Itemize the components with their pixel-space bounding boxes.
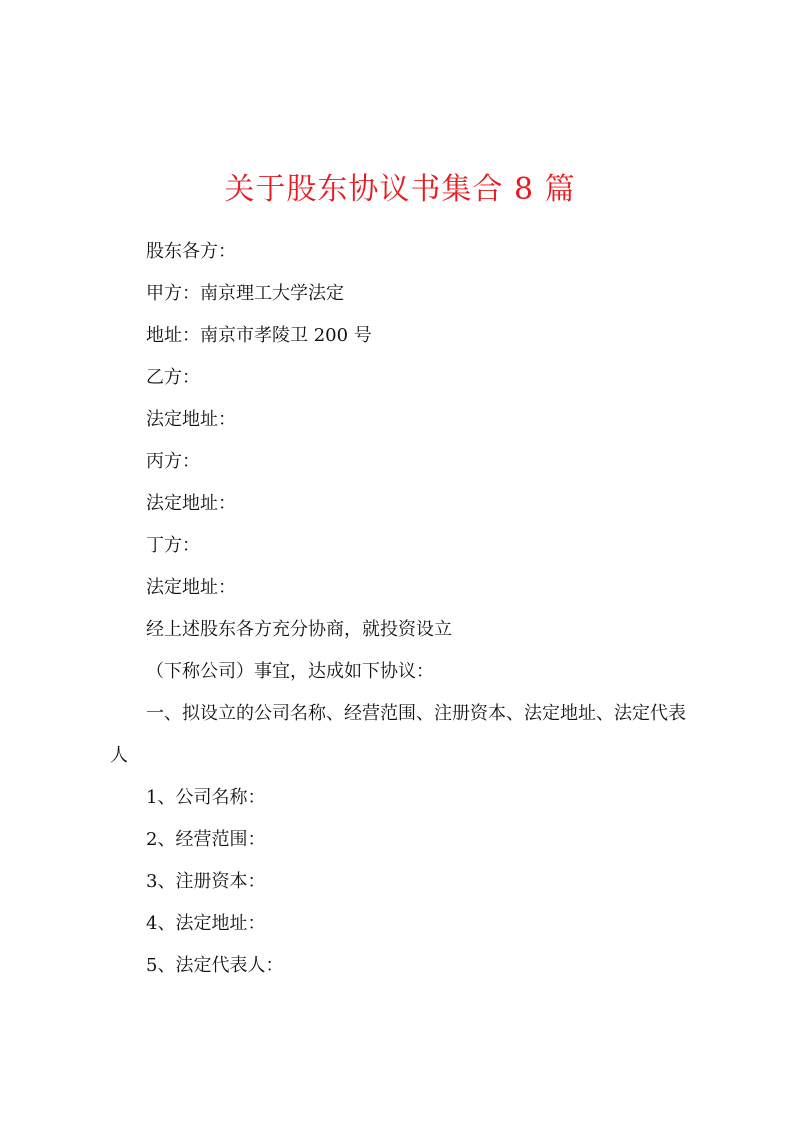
party-a-address-line: 地址：南京市孝陵卫 200 号 [146,325,372,346]
item-registered-capital: 3、注册资本： [146,871,266,892]
document-title: 关于股东协议书集合 8 篇 [224,172,576,207]
party-b-address-line: 法定地址： [146,409,236,430]
section-one-paragraph [110,702,720,768]
party-d-address-line: 法定地址： [146,577,236,598]
party-b-line: 乙方： [146,367,200,388]
section-one-line-1: 一、拟设立的公司名称、经营范围、注册资本、法定地址、法定代表 [146,703,686,724]
section-one-line-2: 人 [110,745,128,766]
item-company-name: 1、公司名称： [146,787,266,808]
party-c-address-line: 法定地址： [146,493,236,514]
document-body [110,240,720,996]
agreement-intro-line: 经上述股东各方充分协商，就投资设立 [146,619,452,640]
item-business-scope: 2、经营范围： [146,829,266,850]
party-d-line: 丁方： [146,535,200,556]
item-legal-address: 4、法定地址： [146,913,266,934]
party-c-line: 丙方： [146,451,200,472]
agreement-intro-line-2: （下称公司）事宜，达成如下协议： [146,661,434,682]
item-legal-representative: 5、法定代表人： [146,955,284,976]
shareholders-heading: 股东各方： [146,241,236,262]
party-a-line: 甲方：南京理工大学法定 [146,283,344,304]
